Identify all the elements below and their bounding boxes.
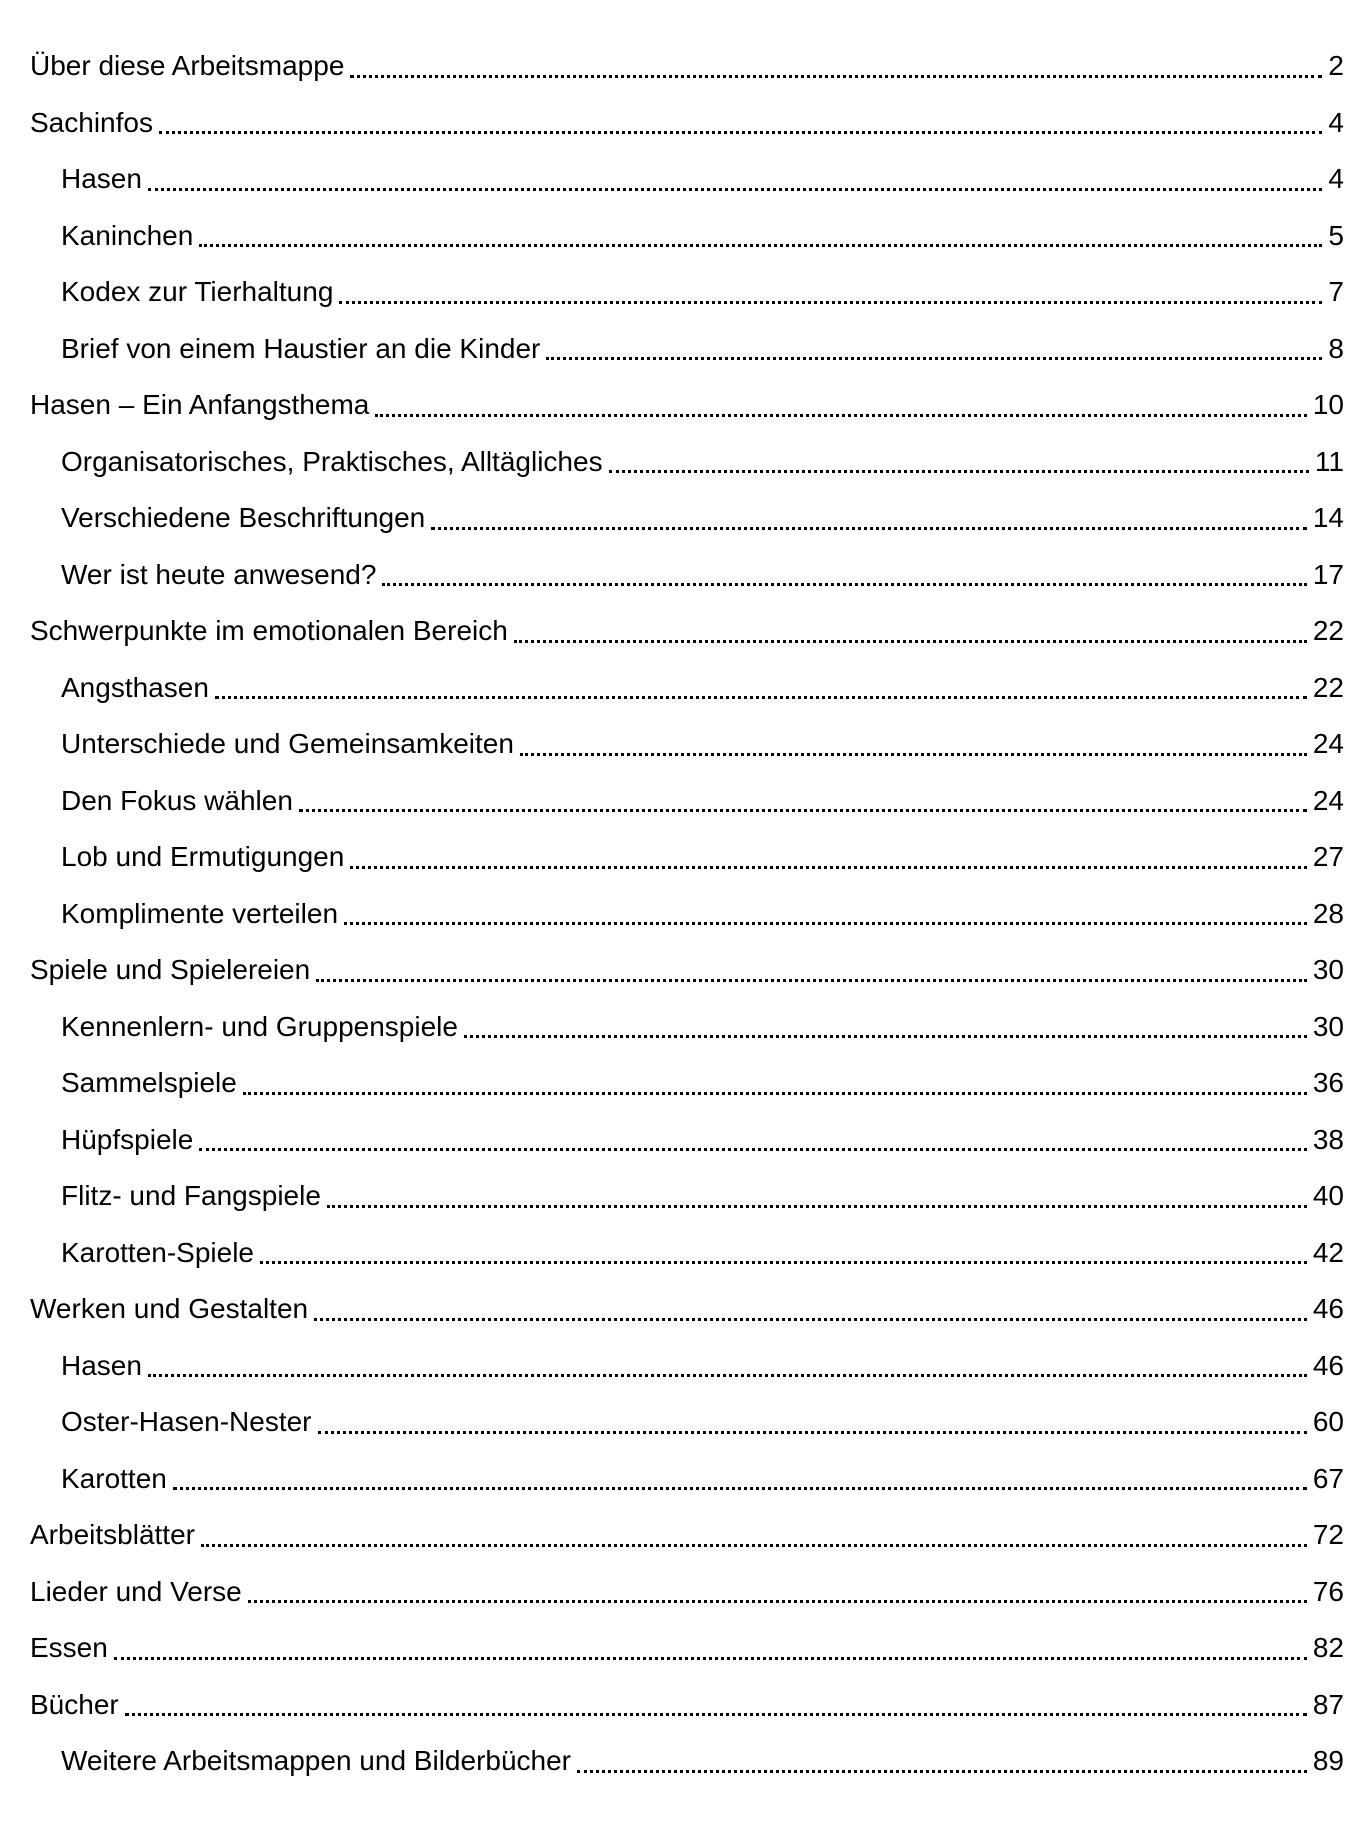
toc-entry-page-number: 46 (1312, 1349, 1344, 1381)
toc-dot-leader (125, 1713, 1307, 1716)
toc-entry-page-number: 22 (1312, 615, 1344, 647)
toc-entry-chapter (30, 38, 1344, 95)
toc-entry-title: Karotten-Spiele (61, 1236, 255, 1268)
toc-dot-leader (344, 922, 1307, 925)
toc-entry-title: Oster-Hasen-Nester (61, 1406, 312, 1438)
toc-entry-page-number: 40 (1312, 1180, 1344, 1212)
toc-entry-section (30, 886, 1344, 943)
toc-entry-title: Bücher (30, 1688, 119, 1720)
toc-dot-leader (464, 1035, 1307, 1038)
toc-entry-chapter (30, 603, 1344, 660)
toc-entry-title: Unterschiede und Gemeinsamkeiten (61, 728, 514, 760)
toc-entry-page-number: 7 (1328, 276, 1344, 308)
toc-entry-page-number: 14 (1312, 502, 1344, 534)
toc-entry-chapter (30, 1677, 1344, 1734)
toc-entry-page-number: 4 (1328, 163, 1344, 195)
toc-entry-section (30, 1168, 1344, 1225)
toc-entry-title: Karotten (61, 1462, 167, 1494)
toc-entry-page-number: 30 (1312, 954, 1344, 986)
toc-entry-chapter (30, 1620, 1344, 1677)
toc-dot-leader (201, 1544, 1307, 1547)
toc-entry-title: Flitz- und Fangspiele (61, 1180, 321, 1212)
toc-entry-page-number: 89 (1312, 1745, 1344, 1777)
toc-dot-leader (327, 1205, 1307, 1208)
toc-dot-leader (248, 1600, 1307, 1603)
toc-dot-leader (382, 583, 1306, 586)
toc-entry-title: Den Fokus wählen (61, 784, 293, 816)
toc-dot-leader (375, 414, 1307, 417)
toc-entry-page-number: 5 (1328, 219, 1344, 251)
toc-entry-title: Komplimente verteilen (61, 897, 339, 929)
toc-entry-section (30, 1338, 1344, 1395)
toc-entry-title: Kodex zur Tierhaltung (61, 276, 334, 308)
toc-entry-page-number: 17 (1312, 558, 1344, 590)
toc-entry-section (30, 829, 1344, 886)
toc-dot-leader (318, 1431, 1307, 1434)
toc-entry-page-number: 27 (1312, 841, 1344, 873)
toc-entry-page-number: 24 (1312, 728, 1344, 760)
toc-dot-leader (173, 1487, 1307, 1490)
toc-entry-title: Hüpfspiele (61, 1123, 194, 1155)
toc-entry-title: Kaninchen (61, 219, 194, 251)
toc-entry-section (30, 1225, 1344, 1282)
toc-dot-leader (350, 75, 1322, 78)
toc-entry-section (30, 1112, 1344, 1169)
toc-entry-chapter (30, 1564, 1344, 1621)
toc-dot-leader (520, 753, 1307, 756)
toc-entry-title: Über diese Arbeitsmappe (30, 50, 345, 82)
toc-entry-title: Schwerpunkte im emotionalen Bereich (30, 615, 508, 647)
toc-entry-section (30, 1733, 1344, 1790)
toc-entry-title: Brief von einem Haustier an die Kinder (61, 332, 541, 364)
toc-dot-leader (148, 188, 1322, 191)
toc-entry-title: Organisatorisches, Praktisches, Alltägliches (61, 445, 603, 477)
toc-entry-page-number: 10 (1312, 389, 1344, 421)
toc-entry-page-number: 38 (1312, 1123, 1344, 1155)
toc-dot-leader (199, 1148, 1307, 1151)
toc-dot-leader (350, 866, 1307, 869)
toc-entry-section (30, 547, 1344, 604)
toc-entry-page-number: 82 (1312, 1632, 1344, 1664)
toc-dot-leader (215, 696, 1307, 699)
toc-entry-page-number: 4 (1328, 106, 1344, 138)
toc-entry-section (30, 999, 1344, 1056)
toc-entry-title: Verschiedene Beschriftungen (61, 502, 426, 534)
table-of-contents (30, 38, 1344, 1790)
toc-entry-section (30, 208, 1344, 265)
toc-entry-title: Hasen (61, 163, 142, 195)
toc-dot-leader (243, 1092, 1307, 1095)
toc-entry-section (30, 1055, 1344, 1112)
toc-entry-title: Hasen (61, 1349, 142, 1381)
toc-entry-chapter (30, 1281, 1344, 1338)
toc-entry-page-number: 67 (1312, 1462, 1344, 1494)
toc-entry-section (30, 490, 1344, 547)
toc-entry-page-number: 72 (1312, 1519, 1344, 1551)
toc-dot-leader (299, 809, 1307, 812)
toc-entry-page-number: 22 (1312, 671, 1344, 703)
toc-entry-page-number: 11 (1314, 445, 1344, 477)
toc-dot-leader (514, 640, 1307, 643)
toc-entry-page-number: 8 (1328, 332, 1344, 364)
toc-entry-page-number: 46 (1312, 1293, 1344, 1325)
toc-entry-page-number: 28 (1312, 897, 1344, 929)
toc-entry-section (30, 773, 1344, 830)
toc-entry-page-number: 36 (1312, 1067, 1344, 1099)
toc-entry-section (30, 660, 1344, 717)
toc-dot-leader (609, 470, 1309, 473)
toc-entry-title: Werken und Gestalten (30, 1293, 309, 1325)
toc-entry-title: Essen (30, 1632, 108, 1664)
toc-entry-page-number: 42 (1312, 1236, 1344, 1268)
toc-entry-title: Lob und Ermutigungen (61, 841, 345, 873)
toc-entry-page-number: 60 (1312, 1406, 1344, 1438)
toc-dot-leader (316, 979, 1307, 982)
toc-dot-leader (314, 1318, 1307, 1321)
toc-dot-leader (339, 301, 1322, 304)
toc-entry-section (30, 434, 1344, 491)
toc-dot-leader (431, 527, 1307, 530)
toc-entry-title: Sammelspiele (61, 1067, 237, 1099)
toc-dot-leader (199, 244, 1322, 247)
toc-entry-section (30, 321, 1344, 378)
toc-dot-leader (546, 357, 1322, 360)
toc-dot-leader (159, 131, 1322, 134)
toc-dot-leader (577, 1770, 1307, 1773)
toc-entry-section (30, 1394, 1344, 1451)
toc-entry-title: Lieder und Verse (30, 1575, 242, 1607)
toc-entry-title: Hasen – Ein Anfangsthema (30, 389, 370, 421)
toc-dot-leader (148, 1374, 1307, 1377)
toc-entry-page-number: 2 (1328, 50, 1344, 82)
toc-entry-title: Arbeitsblätter (30, 1519, 195, 1551)
toc-entry-section (30, 1451, 1344, 1508)
toc-entry-page-number: 30 (1312, 1010, 1344, 1042)
toc-entry-section (30, 151, 1344, 208)
toc-entry-title: Angsthasen (61, 671, 209, 703)
toc-entry-section (30, 264, 1344, 321)
toc-entry-chapter (30, 95, 1344, 152)
toc-dot-leader (260, 1261, 1307, 1264)
toc-entry-title: Wer ist heute anwesend? (61, 558, 377, 590)
toc-entry-title: Sachinfos (30, 106, 153, 138)
toc-entry-title: Spiele und Spielereien (30, 954, 311, 986)
toc-entry-chapter (30, 1507, 1344, 1564)
toc-entry-page-number: 87 (1312, 1688, 1344, 1720)
toc-entry-chapter (30, 377, 1344, 434)
toc-entry-title: Weitere Arbeitsmappen und Bilderbücher (61, 1745, 572, 1777)
toc-entry-section (30, 716, 1344, 773)
toc-entry-page-number: 24 (1312, 784, 1344, 816)
toc-dot-leader (114, 1657, 1307, 1660)
toc-entry-page-number: 76 (1312, 1575, 1344, 1607)
toc-entry-chapter (30, 942, 1344, 999)
toc-entry-title: Kennenlern- und Gruppenspiele (61, 1010, 458, 1042)
